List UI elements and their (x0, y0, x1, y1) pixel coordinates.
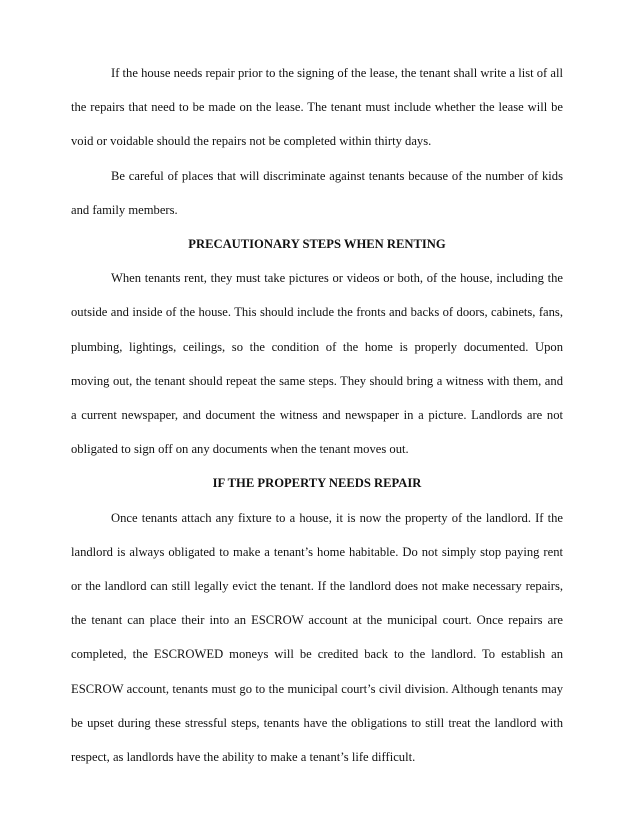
document-page (71, 56, 563, 774)
section-heading-property-repair: IF THE PROPERTY NEEDS REPAIR (212, 476, 422, 491)
section-heading-precautionary-steps: PRECAUTIONARY STEPS WHEN RENTING (188, 237, 446, 252)
section-body-precautionary-steps: When tenants rent, they must take pictures or videos or both, of the house, including the outside and inside of the house. This should include the fronts and backs of doors, cabinets, fans, plumbing, lightings, ceilings, so the condition of the home is properly documented. Upon moving out, the tenant should repeat the same steps. They should bring a witness with them, and a current newspaper, and document the witness and newspaper in a picture. Landlords are not obligated to sign off on any documents when the tenant moves out. (71, 271, 563, 457)
intro-paragraph-repairs: If the house needs repair prior to the signing of the lease, the tenant shall write a list of all the repairs that need to be made on the lease. The tenant must include whether the lease will be void or voidable should the repairs not be completed within thirty days. (71, 66, 563, 149)
section-body-property-repair: Once tenants attach any fixture to a house, it is now the property of the landlord. If the landlord is always obligated to make a tenant’s home habitable. Do not simply stop paying rent or the landlord can still legally evict the tenant. If the landlord does not make necessary repairs, the tenant can place their into an ESCROW account at the municipal court. Once repairs are completed, the ESCROWED moneys will be credited back to the landlord. To establish an ESCROW account, tenants must go to the municipal court’s civil division. Although tenants may be upset during these stressful steps, tenants have the obligations to still treat the landlord with respect, as landlords have the ability to make a tenant’s life difficult. (71, 510, 563, 765)
intro-paragraph-discrimination: Be careful of places that will discriminate against tenants because of the number of kids and family members. (71, 168, 563, 217)
